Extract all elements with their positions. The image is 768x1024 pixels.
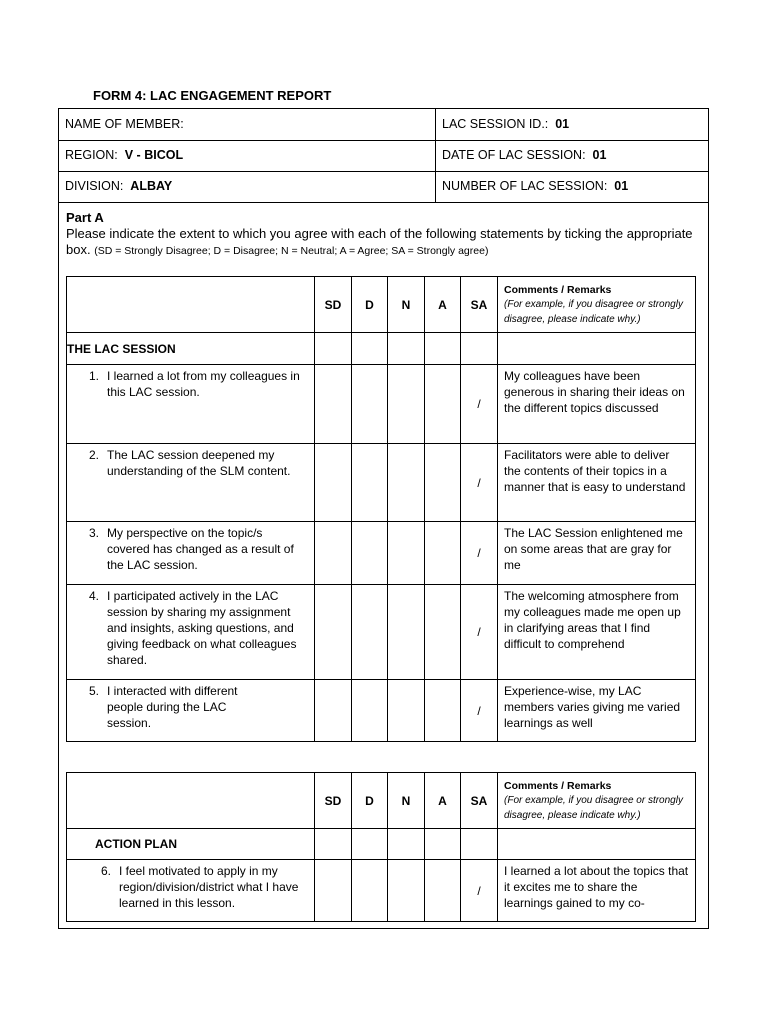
rating-cell-n[interactable] [388, 860, 425, 922]
header-row-3 [59, 171, 708, 203]
scale-header: A [425, 773, 461, 829]
rating-cell-sd[interactable] [315, 860, 352, 922]
comments-header: Comments / Remarks (For example, if you disagree or strongly disagree, please indicate why.) [498, 277, 696, 333]
header-row-2 [59, 140, 708, 172]
scale-legend: (SD = Strongly Disagree; D = Disagree; N = Neutral; A = Agree; SA = Strongly agree) [94, 245, 489, 257]
likert-table-action-plan [66, 772, 696, 922]
table-row: 6. I feel motivated to apply in my region/division/district what I have learned in this lesson. / I learned a lot about the topics that it excites me to share the learnings gained to my co- [67, 860, 696, 922]
part-a-title: Part A [66, 210, 104, 225]
rating-cell-sa[interactable]: / [461, 585, 498, 680]
rating-cell-d[interactable] [352, 585, 388, 680]
rating-cell-a[interactable] [425, 860, 461, 922]
rating-cell-n[interactable] [388, 680, 425, 742]
rating-cell-sa[interactable]: / [461, 860, 498, 922]
rating-cell-a[interactable] [425, 680, 461, 742]
scale-header: A [425, 277, 461, 333]
scale-header: SA [461, 773, 498, 829]
rating-cell-n[interactable] [388, 365, 425, 444]
scale-header: SD [315, 277, 352, 333]
rating-cell-sa[interactable]: / [461, 680, 498, 742]
statement-text: The LAC session deepened my understanding of the SLM content. [107, 448, 291, 478]
session-id-field: LAC SESSION ID.: 01 [442, 117, 570, 131]
rating-cell-sd[interactable] [315, 522, 352, 585]
rating-cell-a[interactable] [425, 365, 461, 444]
comment-text: Experience-wise, my LAC members varies giving me varied learnings as well [498, 680, 696, 742]
table-header-row [67, 277, 696, 333]
rating-cell-sa[interactable]: / [461, 522, 498, 585]
number-field: NUMBER OF LAC SESSION: 01 [442, 179, 629, 193]
section-title: ACTION PLAN [67, 829, 315, 860]
comments-header: Comments / Remarks (For example, if you disagree or strongly disagree, please indicate why.) [498, 773, 696, 829]
rating-cell-d[interactable] [352, 680, 388, 742]
rating-cell-d[interactable] [352, 365, 388, 444]
scale-header: D [352, 773, 388, 829]
header-row-1 [59, 109, 708, 141]
rating-cell-a[interactable] [425, 444, 461, 522]
name-label: NAME OF MEMBER: [65, 117, 184, 131]
instructions-text: Please indicate the extent to which you agree with each of the following statements by ticking the appropriate box. [66, 226, 693, 257]
date-field: DATE OF LAC SESSION: 01 [442, 148, 607, 162]
region-field: REGION: V - BICOL [65, 148, 184, 162]
statement-text: I participated actively in the LAC session by sharing my assignment and insights, asking questions, and giving feedback on what colleagues shared. [107, 589, 297, 667]
rating-cell-d[interactable] [352, 444, 388, 522]
comment-text: My colleagues have been generous in sharing their ideas on the different topics discussed [498, 365, 696, 444]
table-row: 3. My perspective on the topic/s covered has changed as a result of the LAC session. / The LAC Session enlightened me on some areas that are gray for me [67, 522, 696, 585]
comment-text: I learned a lot about the topics that it excites me to share the learnings gained to my co- [498, 860, 696, 922]
comment-text: The LAC Session enlightened me on some areas that are gray for me [498, 522, 696, 585]
statement-text: I interacted with different people during the LAC session. [107, 684, 238, 730]
scale-header: N [388, 773, 425, 829]
rating-cell-sa[interactable]: / [461, 365, 498, 444]
form-title: FORM 4: LAC ENGAGEMENT REPORT [93, 88, 332, 103]
statement-text: I learned a lot from my colleagues in this LAC session. [107, 369, 300, 399]
rating-cell-a[interactable] [425, 585, 461, 680]
rating-cell-d[interactable] [352, 860, 388, 922]
scale-header: SA [461, 277, 498, 333]
rating-cell-n[interactable] [388, 585, 425, 680]
statement-text: My perspective on the topic/s covered has changed as a result of the LAC session. [107, 526, 294, 572]
table-row: 1. I learned a lot from my colleagues in this LAC session. / My colleagues have been generous in sharing their ideas on the different topics discussed [67, 365, 696, 444]
rating-cell-sa[interactable]: / [461, 444, 498, 522]
rating-cell-sd[interactable] [315, 444, 352, 522]
scale-header: D [352, 277, 388, 333]
rating-cell-n[interactable] [388, 444, 425, 522]
rating-cell-d[interactable] [352, 522, 388, 585]
table-row: 5. I interacted with different people during the LAC session. / Experience-wise, my LAC members varies giving me varied learnings as well [67, 680, 696, 742]
rating-cell-sd[interactable] [315, 365, 352, 444]
section-row [67, 829, 696, 860]
table-row: 2. The LAC session deepened my understanding of the SLM content. / Facilitators were able to deliver the contents of their topics in a manner that is easy to understand [67, 444, 696, 522]
part-a-instructions [66, 210, 706, 259]
rating-cell-a[interactable] [425, 522, 461, 585]
form-container [58, 108, 709, 929]
comment-text: Facilitators were able to deliver the contents of their topics in a manner that is easy to understand [498, 444, 696, 522]
scale-header: N [388, 277, 425, 333]
scale-header: SD [315, 773, 352, 829]
likert-table-lac-session [66, 276, 696, 742]
section-row [67, 333, 696, 365]
statement-text: I feel motivated to apply in my region/division/district what I have learned in this lesson. [119, 864, 299, 910]
division-field: DIVISION: ALBAY [65, 179, 173, 193]
rating-cell-n[interactable] [388, 522, 425, 585]
rating-cell-sd[interactable] [315, 680, 352, 742]
comment-text: The welcoming atmosphere from my colleagues made me open up in clarifying areas that I find difficult to comprehend [498, 585, 696, 680]
section-title: THE LAC SESSION [67, 333, 315, 365]
table-header-row [67, 773, 696, 829]
rating-cell-sd[interactable] [315, 585, 352, 680]
table-row: 4. I participated actively in the LAC session by sharing my assignment and insights, asking questions, and giving feedback on what colleagues shared. / The welcoming atmosphere from my colleagues made me open up in clarifying areas that I find difficult to comprehend [67, 585, 696, 680]
